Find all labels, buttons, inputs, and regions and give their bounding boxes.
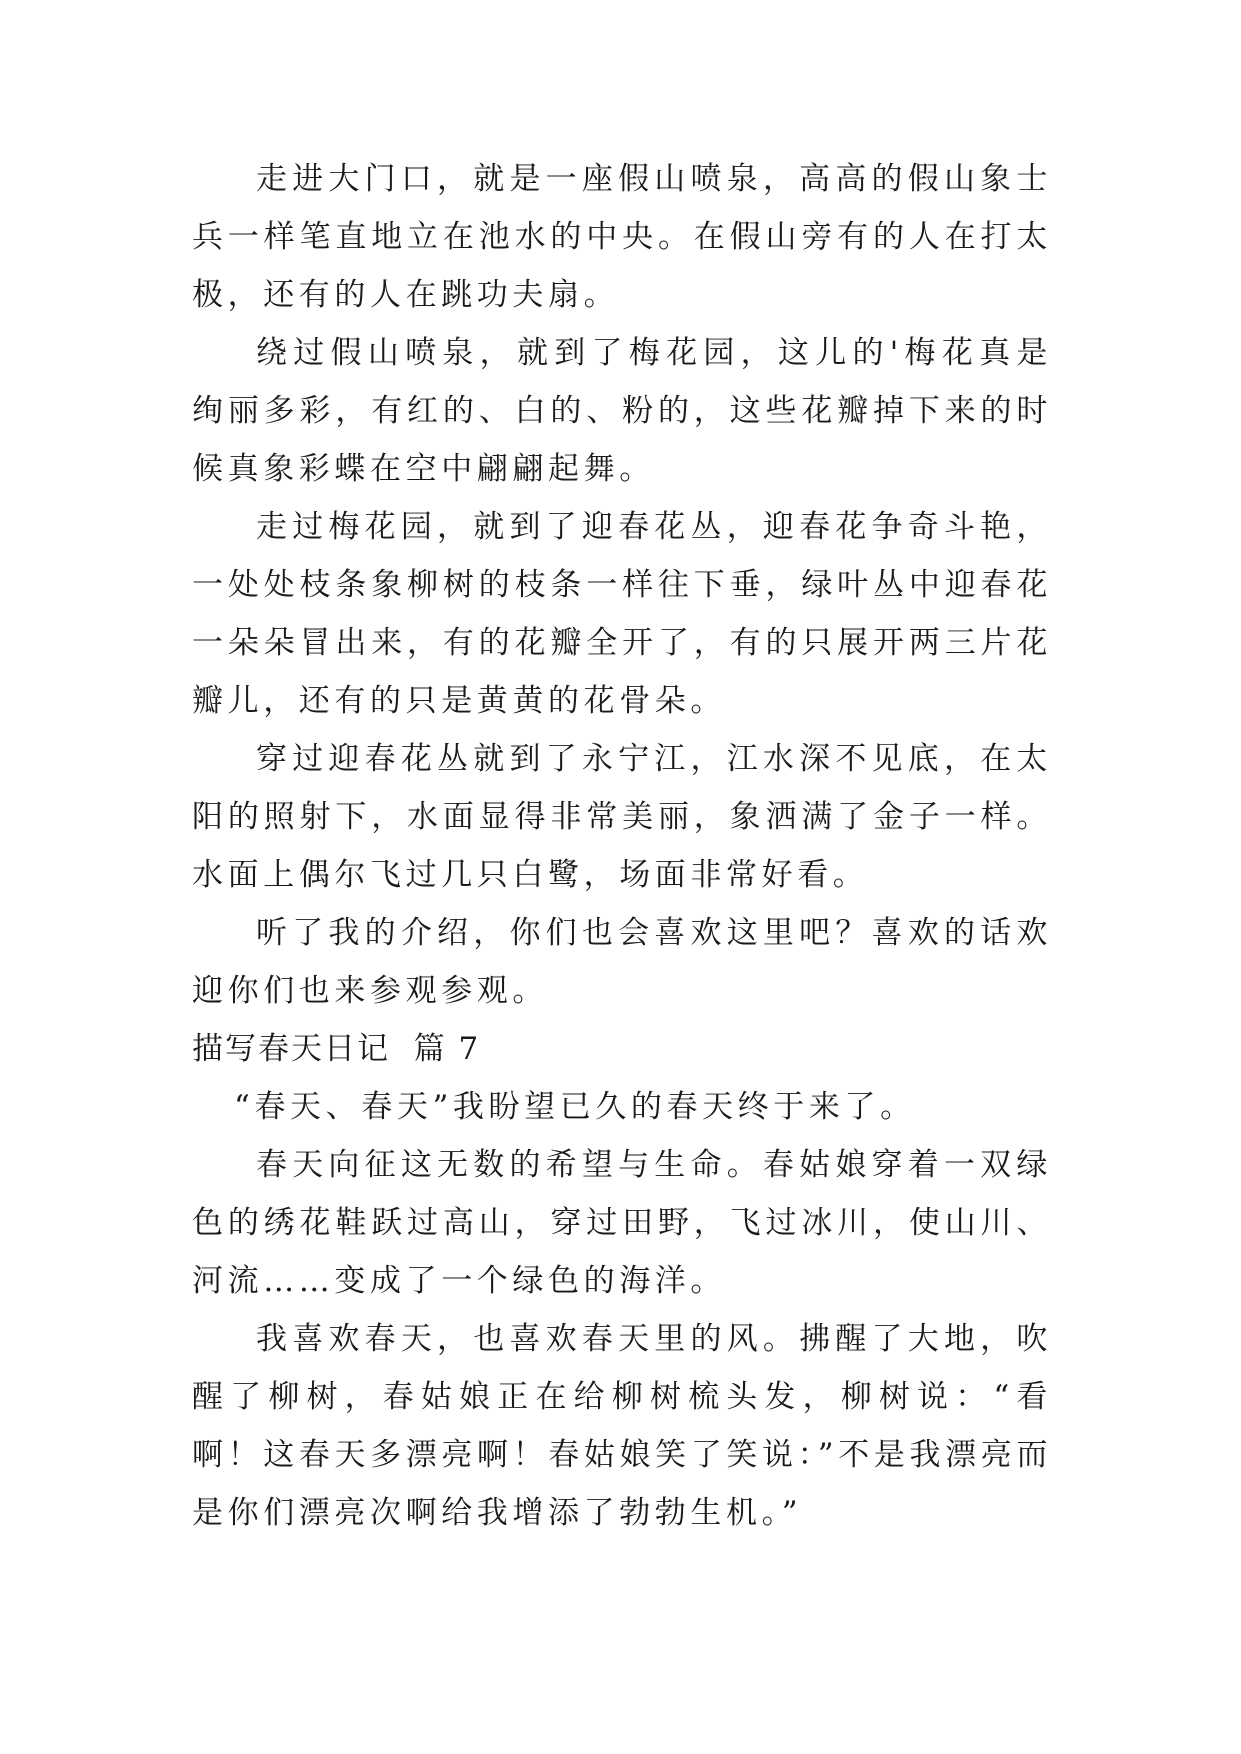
section-heading: 描写春天日记 篇 7 xyxy=(192,1031,481,1067)
paragraph-plum-garden: 绕过假山喷泉，就到了梅花园，这儿的'梅花真是绚丽多彩，有红的、白的、粉的，这些花瓣掉下来的时候真象彩蝶在空中翩翩起舞。 xyxy=(192,335,1052,487)
document-page xyxy=(192,150,1052,1542)
paragraph-invitation: 听了我的介绍，你们也会喜欢这里吧？喜欢的话欢迎你们也来参观参观。 xyxy=(192,915,1052,1009)
paragraph-fountain: 走进大门口，就是一座假山喷泉，高高的假山象士兵一样笔直地立在池水的中央。在假山旁有的人在打太极，还有的人在跳功夫扇。 xyxy=(192,161,1052,313)
paragraph-spring-symbol: 春天向征这无数的希望与生命。春姑娘穿着一双绿色的绣花鞋跃过高山，穿过田野，飞过冰川，使山川、河流……变成了一个绿色的海洋。 xyxy=(192,1147,1052,1299)
paragraph-spring-arrives: “春天、春天”我盼望已久的春天终于来了。 xyxy=(234,1089,916,1125)
paragraph-spring-wind: 我喜欢春天，也喜欢春天里的风。拂醒了大地，吹醒了柳树，春姑娘正在给柳树梳头发，柳树说：“看啊！这春天多漂亮啊！春姑娘笑了笑说：”不是我漂亮而是你们漂亮次啊给我增添了勃勃生机。” xyxy=(192,1321,1052,1531)
paragraph-winter-jasmine: 走过梅花园，就到了迎春花丛，迎春花争奇斗艳，一处处枝条象柳树的枝条一样往下垂，绿叶丛中迎春花一朵朵冒出来，有的花瓣全开了，有的只展开两三片花瓣儿，还有的只是黄黄的花骨朵。 xyxy=(192,509,1052,719)
paragraph-yongning-river: 穿过迎春花丛就到了永宁江，江水深不见底，在太阳的照射下，水面显得非常美丽，象洒满了金子一样。水面上偶尔飞过几只白鹭，场面非常好看。 xyxy=(192,741,1052,893)
